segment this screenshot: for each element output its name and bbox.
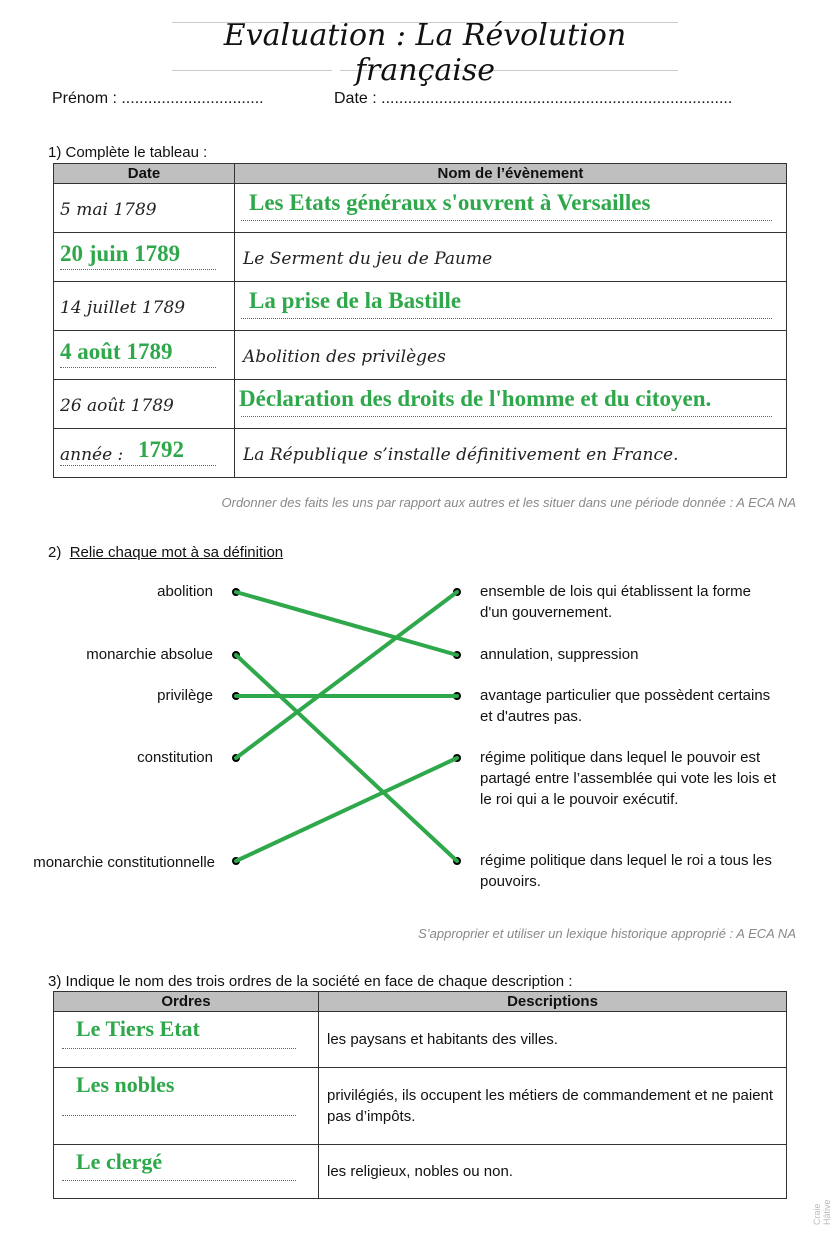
description-cell: les religieux, nobles ou non. xyxy=(319,1145,787,1199)
order-answer: Les nobles xyxy=(76,1072,175,1097)
definition-item: régime politique dans lequel le pouvoir est partagé entre l’assemblée qui vote les lois et le roi qui a le pouvoir exécutif. xyxy=(480,749,777,808)
definition-item: régime politique dans lequel le roi a tous les pouvoirs. xyxy=(480,852,772,890)
date-value: 4 août 1789 xyxy=(60,339,173,364)
date-prefix: année : xyxy=(60,445,124,465)
date-field[interactable]: Date : ............................................................................... xyxy=(334,90,733,107)
event-value: Le Serment du jeu de Paume xyxy=(243,249,493,269)
description-cell: les paysans et habitants des villes. xyxy=(319,1012,787,1068)
match-line xyxy=(236,758,457,861)
col-event: Nom de l’évènement xyxy=(235,164,787,184)
section1-heading: 1) Complète le tableau : xyxy=(48,144,208,161)
event-value: Abolition des privilèges xyxy=(243,347,446,367)
order-answer: Le clergé xyxy=(76,1149,163,1174)
order-cell[interactable] xyxy=(54,1012,319,1068)
watermark: Craie Hâtive xyxy=(812,1199,832,1225)
event-value: Les Etats généraux s'ouvrent à Versailles xyxy=(249,190,651,215)
word-item: privilège xyxy=(157,687,213,704)
section3-heading: 3) Indique le nom des trois ordres de la société en face de chaque description : xyxy=(48,973,573,990)
date-value: 1792 xyxy=(138,437,184,462)
date-value: 5 mai 1789 xyxy=(60,200,157,220)
match-line xyxy=(236,655,457,861)
description-cell: privilégiés, ils occupent les métiers de commandement et ne paient pas d’impôts. xyxy=(319,1068,787,1145)
order-answer: Le Tiers Etat xyxy=(76,1016,200,1041)
definition-item: avantage particulier que possèdent certains et d'autres pas. xyxy=(480,687,771,725)
order-cell[interactable] xyxy=(54,1145,319,1199)
word-item: monarchie constitutionnelle xyxy=(33,854,215,871)
table-row xyxy=(54,1012,787,1068)
date-value: 20 juin 1789 xyxy=(60,241,181,266)
prenom-field[interactable]: Prénom : ................................ xyxy=(52,90,264,107)
event-value: Déclaration des droits de l'homme et du citoyen. xyxy=(239,386,712,411)
orders-table xyxy=(53,991,787,1199)
col-descriptions: Descriptions xyxy=(319,992,787,1012)
event-value: La République s’installe définitivement en France. xyxy=(243,445,679,465)
match-line xyxy=(236,592,457,655)
event-value: La prise de la Bastille xyxy=(249,288,462,313)
table-row xyxy=(54,1145,787,1199)
date-value: 14 juillet 1789 xyxy=(60,298,186,318)
order-cell[interactable] xyxy=(54,1068,319,1145)
match-line xyxy=(236,592,457,758)
col-date: Date xyxy=(54,164,235,184)
col-orders: Ordres xyxy=(54,992,319,1012)
word-item: constitution xyxy=(137,749,213,766)
competency-2: S’approprier et utiliser un lexique historique approprié : A ECA NA xyxy=(418,926,796,941)
table-row xyxy=(54,1068,787,1145)
competency-1: Ordonner des faits les uns par rapport aux autres et les situer dans une période donnée : A ECA NA xyxy=(221,495,796,510)
word-item: abolition xyxy=(157,583,213,600)
section2-heading: 2) Relie chaque mot à sa définition xyxy=(48,544,284,561)
definition-item: ensemble de lois qui établissent la forme d'un gouvernement. xyxy=(480,583,751,621)
definition-item: annulation, suppression xyxy=(480,646,639,663)
date-value: 26 août 1789 xyxy=(60,396,174,416)
word-item: monarchie absolue xyxy=(86,646,213,663)
page-title: Evaluation : La Révolution française xyxy=(223,18,627,88)
